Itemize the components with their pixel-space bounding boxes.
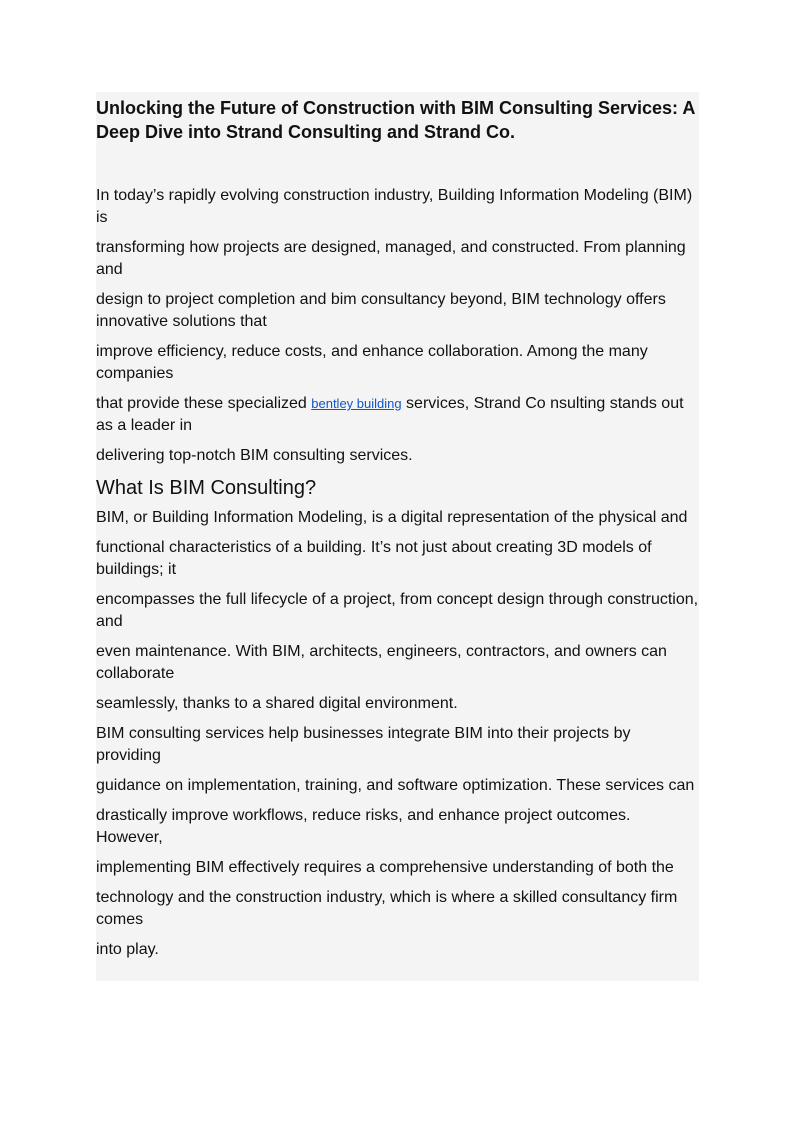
section-paragraph-2: functional characteristics of a building. It’s not just about creating 3D models of buildings; it (96, 539, 652, 578)
link-line-before: that provide these specialized (96, 395, 312, 412)
section-paragraph-9: implementing BIM effectively requires a comprehensive understanding of both the (96, 859, 674, 876)
bentley-building-link[interactable]: bentley building (311, 396, 402, 411)
section-paragraph-4: even maintenance. With BIM, architects, engineers, contractors, and owners can collaborate (96, 643, 667, 682)
section-paragraph-3: encompasses the full lifecycle of a project, from concept design through construction, and (96, 591, 699, 630)
section-paragraph-11: into play. (96, 941, 159, 958)
link-line-after: services, Strand Co nsulting stands out as a leader in (96, 395, 684, 434)
section-paragraph-10: technology and the construction industry, which is where a skilled consultancy firm comes (96, 889, 678, 928)
document-title: Unlocking the Future of Construction with BIM Consulting Services: A Deep Dive into Strand Consulting and Strand Co. (96, 98, 695, 142)
section-paragraph-1: BIM, or Building Information Modeling, is a digital representation of the physical and (96, 509, 688, 526)
section-paragraph-6: BIM consulting services help businesses integrate BIM into their projects by providing (96, 725, 631, 764)
intro-paragraph-4: improve efficiency, reduce costs, and enhance collaboration. Among the many companies (96, 343, 648, 382)
intro-paragraph-5 (96, 393, 699, 437)
intro-paragraph-1: In today’s rapidly evolving construction industry, Building Information Modeling (BIM) is (96, 187, 693, 226)
intro-paragraph-3: design to project completion and bim consultancy beyond, BIM technology offers innovative solutions that (96, 291, 666, 330)
document-body (96, 92, 699, 981)
section-paragraph-7: guidance on implementation, training, and software optimization. These services can (96, 777, 695, 794)
section-paragraph-8: drastically improve workflows, reduce risks, and enhance project outcomes. However, (96, 807, 631, 846)
intro-paragraph-2: transforming how projects are designed, managed, and constructed. From planning and (96, 239, 686, 278)
section-heading: What Is BIM Consulting? (96, 477, 317, 499)
spacer (96, 144, 699, 185)
intro-paragraph-6: delivering top-notch BIM consulting services. (96, 447, 413, 464)
section-paragraph-5: seamlessly, thanks to a shared digital environment. (96, 695, 458, 712)
